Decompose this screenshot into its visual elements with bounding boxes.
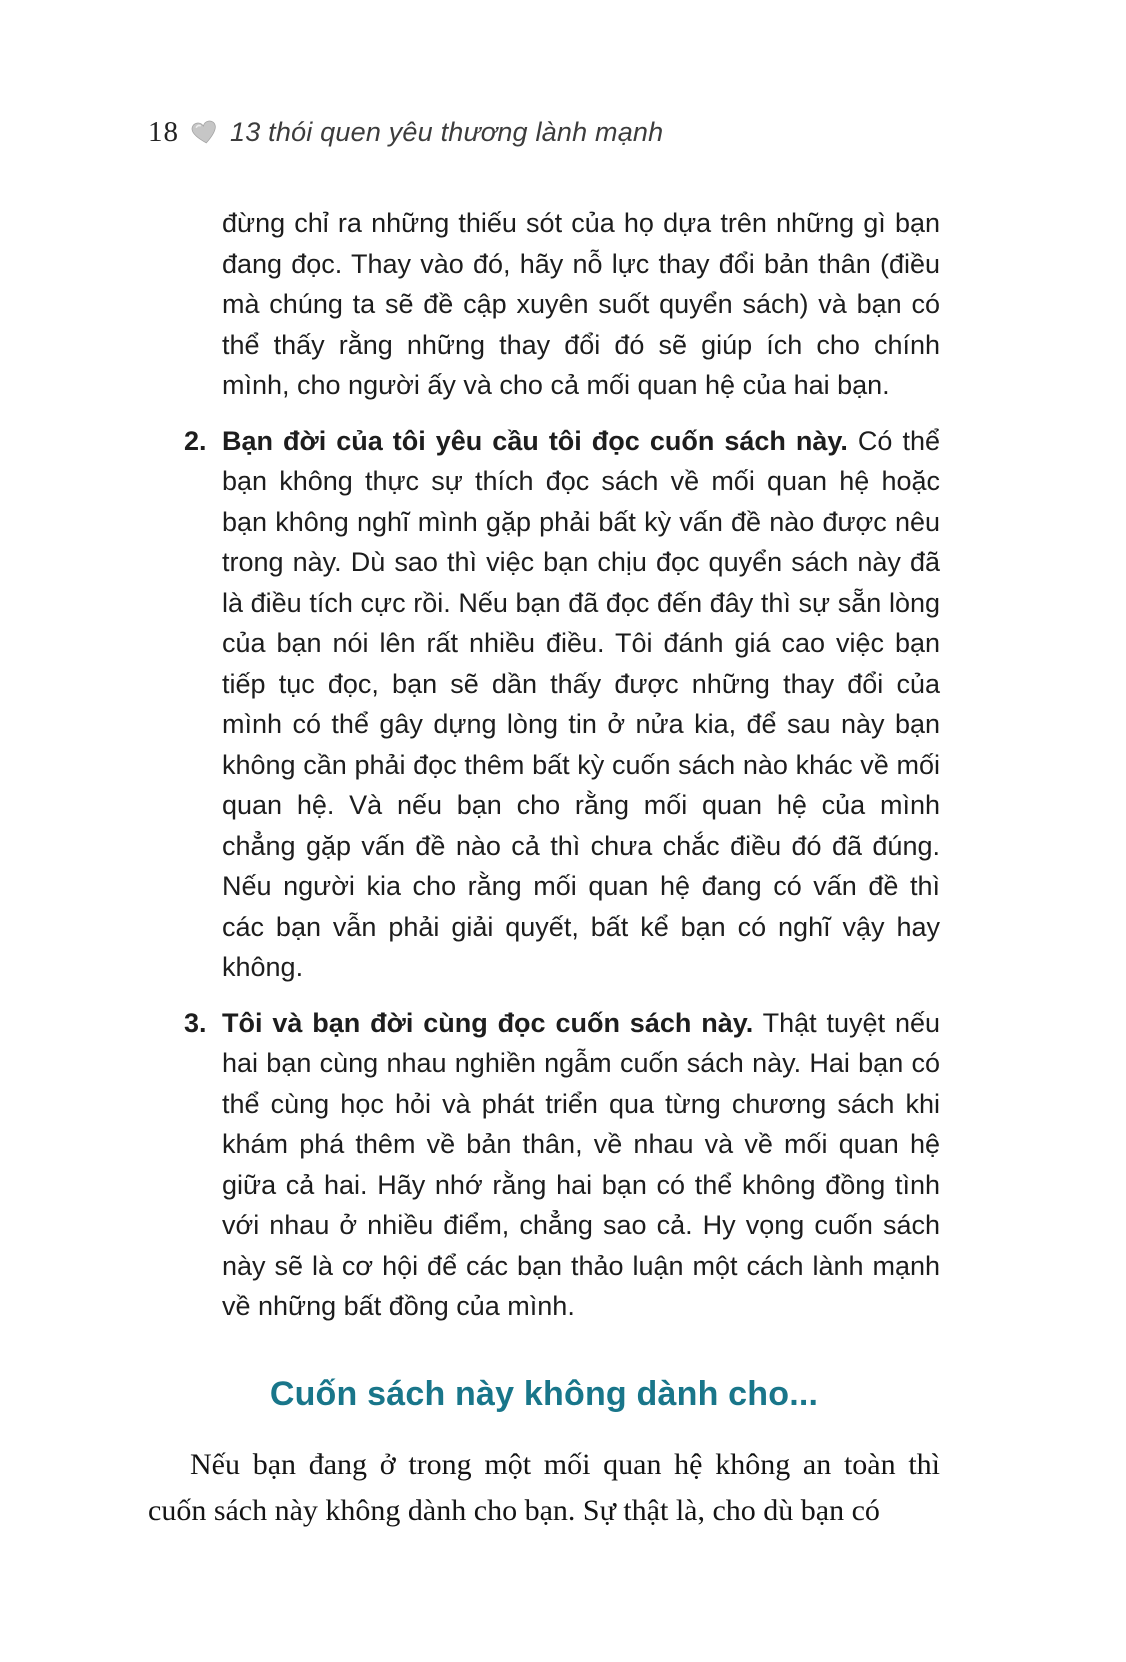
- section-paragraph: Nếu bạn đang ở trong một mối quan hệ không an toàn thì cuốn sách này không dành cho bạn. Sự thật là, cho dù bạn có: [148, 1447, 940, 1527]
- paragraph-continuation: đừng chỉ ra những thiếu sót của họ dựa trên những gì bạn đang đọc. Thay vào đó, hãy nỗ lực thay đổi bản thân (điều mà chúng ta sẽ đề cập xuyên suốt quyển sách) và bạn có thể thấy rằng những thay đổi đó sẽ giúp ích cho chính mình, cho người ấy và cho cả mối quan hệ của hai bạn.: [222, 208, 940, 400]
- book-page: [148, 116, 940, 1534]
- list-item-2-lead: Bạn đời của tôi yêu cầu tôi đọc cuốn sách này.: [222, 425, 848, 456]
- list-item-2-number: 2.: [184, 425, 207, 456]
- heart-icon: [190, 119, 219, 146]
- section-heading: Cuốn sách này không dành cho...: [269, 1374, 819, 1413]
- list-item-3-text: [222, 1003, 940, 1327]
- list-item-3: [184, 1003, 940, 1327]
- list-item-2: [184, 421, 940, 988]
- list-item-3-number: 3.: [184, 1007, 207, 1038]
- running-title: 13 thói quen yêu thương lành mạnh: [230, 117, 664, 147]
- list-item-3-lead: Tôi và bạn đời cùng đọc cuốn sách này.: [222, 1007, 754, 1038]
- list-item-2-body: Có thể bạn không thực sự thích đọc sách về mối quan hệ hoặc bạn không nghĩ mình gặp phải bất kỳ vấn đề nào được nêu trong này. Dù sao thì việc bạn chịu đọc quyển sách này đã là điều tích cực rồi. Nếu bạn đã đọc đến đây thì sự sẵn lòng của bạn nói lên rất nhiều điều. Tôi đánh giá cao việc bạn tiếp tục đọc, bạn sẽ dần thấy được những thay đổi của mình có thể gây dựng lòng tin ở nửa kia, để sau này bạn không cần phải đọc thêm bất kỳ cuốn sách nào khác về mối quan hệ. Và nếu bạn cho rằng mối quan hệ của mình chẳng gặp vấn đề nào cả thì chưa chắc điều đó đã đúng. Nếu người kia cho rằng mối quan hệ đang có vấn đề thì các bạn vẫn phải giải quyết, bất kể bạn có nghĩ vậy hay không.: [222, 425, 940, 982]
- page-number: 18: [148, 116, 179, 148]
- list-item-2-text: [222, 421, 940, 988]
- list-item-3-body: Thật tuyệt nếu hai bạn cùng nhau nghiền ngẫm cuốn sách này. Hai bạn có thể cùng học hỏi và phát triển qua từng chương sách khi khám phá thêm về bản thân, về nhau và về mối quan hệ giữa cả hai. Hãy nhớ rằng hai bạn có thể không đồng tình với nhau ở nhiều điểm, chẳng sao cả. Hy vọng cuốn sách này sẽ là cơ hội để các bạn thảo luận một cách lành mạnh về những bất đồng của mình.: [222, 1007, 940, 1321]
- page-header: [148, 116, 940, 149]
